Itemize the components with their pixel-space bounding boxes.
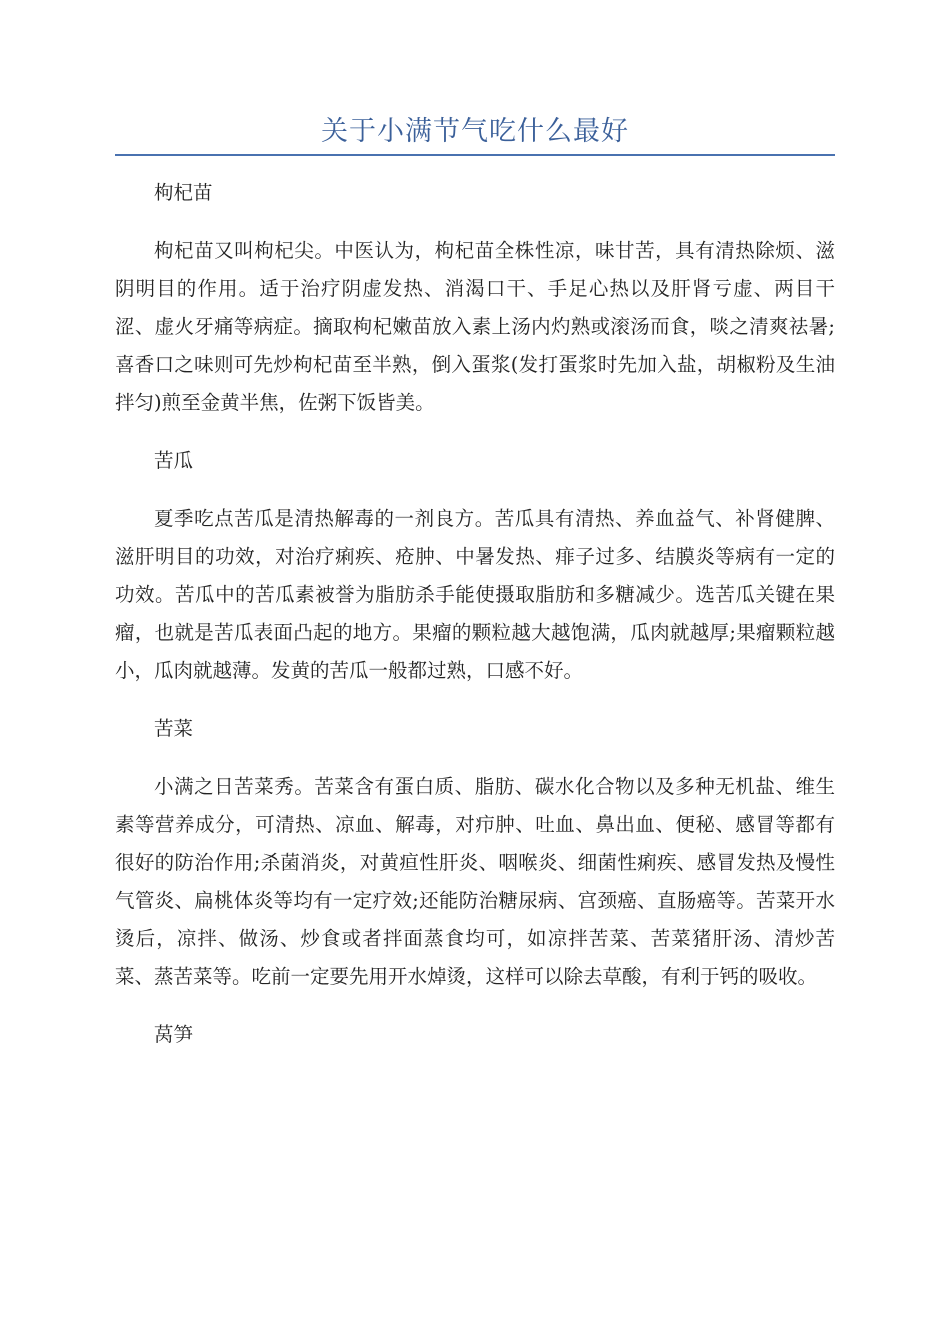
section-paragraph-kugua: 夏季吃点苦瓜是清热解毒的一剂良方。苦瓜具有清热、养血益气、补肾健脾、滋肝明目的功效，对治疗痢疾、疮肿、中暑发热、痱子过多、结膜炎等病有一定的功效。苦瓜中的苦瓜素被誉为脂肪杀手能使摄取脂肪和多糖减少。选苦瓜关键在果瘤，也就是苦瓜表面凸起的地方。果瘤的颗粒越大越饱满，瓜肉就越厚;果瘤颗粒越小，瓜肉就越薄。发黄的苦瓜一般都过熟，口感不好。 [115, 507, 835, 682]
section-paragraph-gouqimiao: 枸杞苗又叫枸杞尖。中医认为，枸杞苗全株性凉，味甘苦，具有清热除烦、滋阴明目的作用。适于治疗阴虚发热、消渴口干、手足心热以及肝肾亏虚、两目干涩、虚火牙痛等病症。摘取枸杞嫩苗放入素上汤内灼熟或滚汤而食，啖之清爽祛暑;喜香口之味则可先炒枸杞苗至半熟，倒入蛋浆(发打蛋浆时先加入盐，胡椒粉及生油拌匀)煎至金黄半焦，佐粥下饭皆美。 [115, 239, 835, 414]
section-heading-kugua: 苦瓜 [154, 449, 194, 472]
section-heading-wosun: 莴笋 [154, 1023, 194, 1046]
title-underline [115, 154, 835, 156]
document-body [115, 174, 835, 1074]
section-heading-gouqimiao: 枸杞苗 [154, 181, 213, 204]
section-heading-kucai: 苦菜 [154, 717, 194, 740]
section-paragraph-kucai: 小满之日苦菜秀。苦菜含有蛋白质、脂肪、碳水化合物以及多种无机盐、维生素等营养成分，可清热、凉血、解毒，对疖肿、吐血、鼻出血、便秘、感冒等都有很好的防治作用;杀菌消炎，对黄疸性肝炎、咽喉炎、细菌性痢疾、感冒发热及慢性气管炎、扁桃体炎等均有一定疗效;还能防治糖尿病、宫颈癌、直肠癌等。苦菜开水烫后，凉拌、做汤、炒食或者拌面蒸食均可，如凉拌苦菜、苦菜猪肝汤、清炒苦菜、蒸苦菜等。吃前一定要先用开水焯烫，这样可以除去草酸，有利于钙的吸收。 [115, 775, 835, 988]
document-title: 关于小满节气吃什么最好 [321, 116, 629, 147]
